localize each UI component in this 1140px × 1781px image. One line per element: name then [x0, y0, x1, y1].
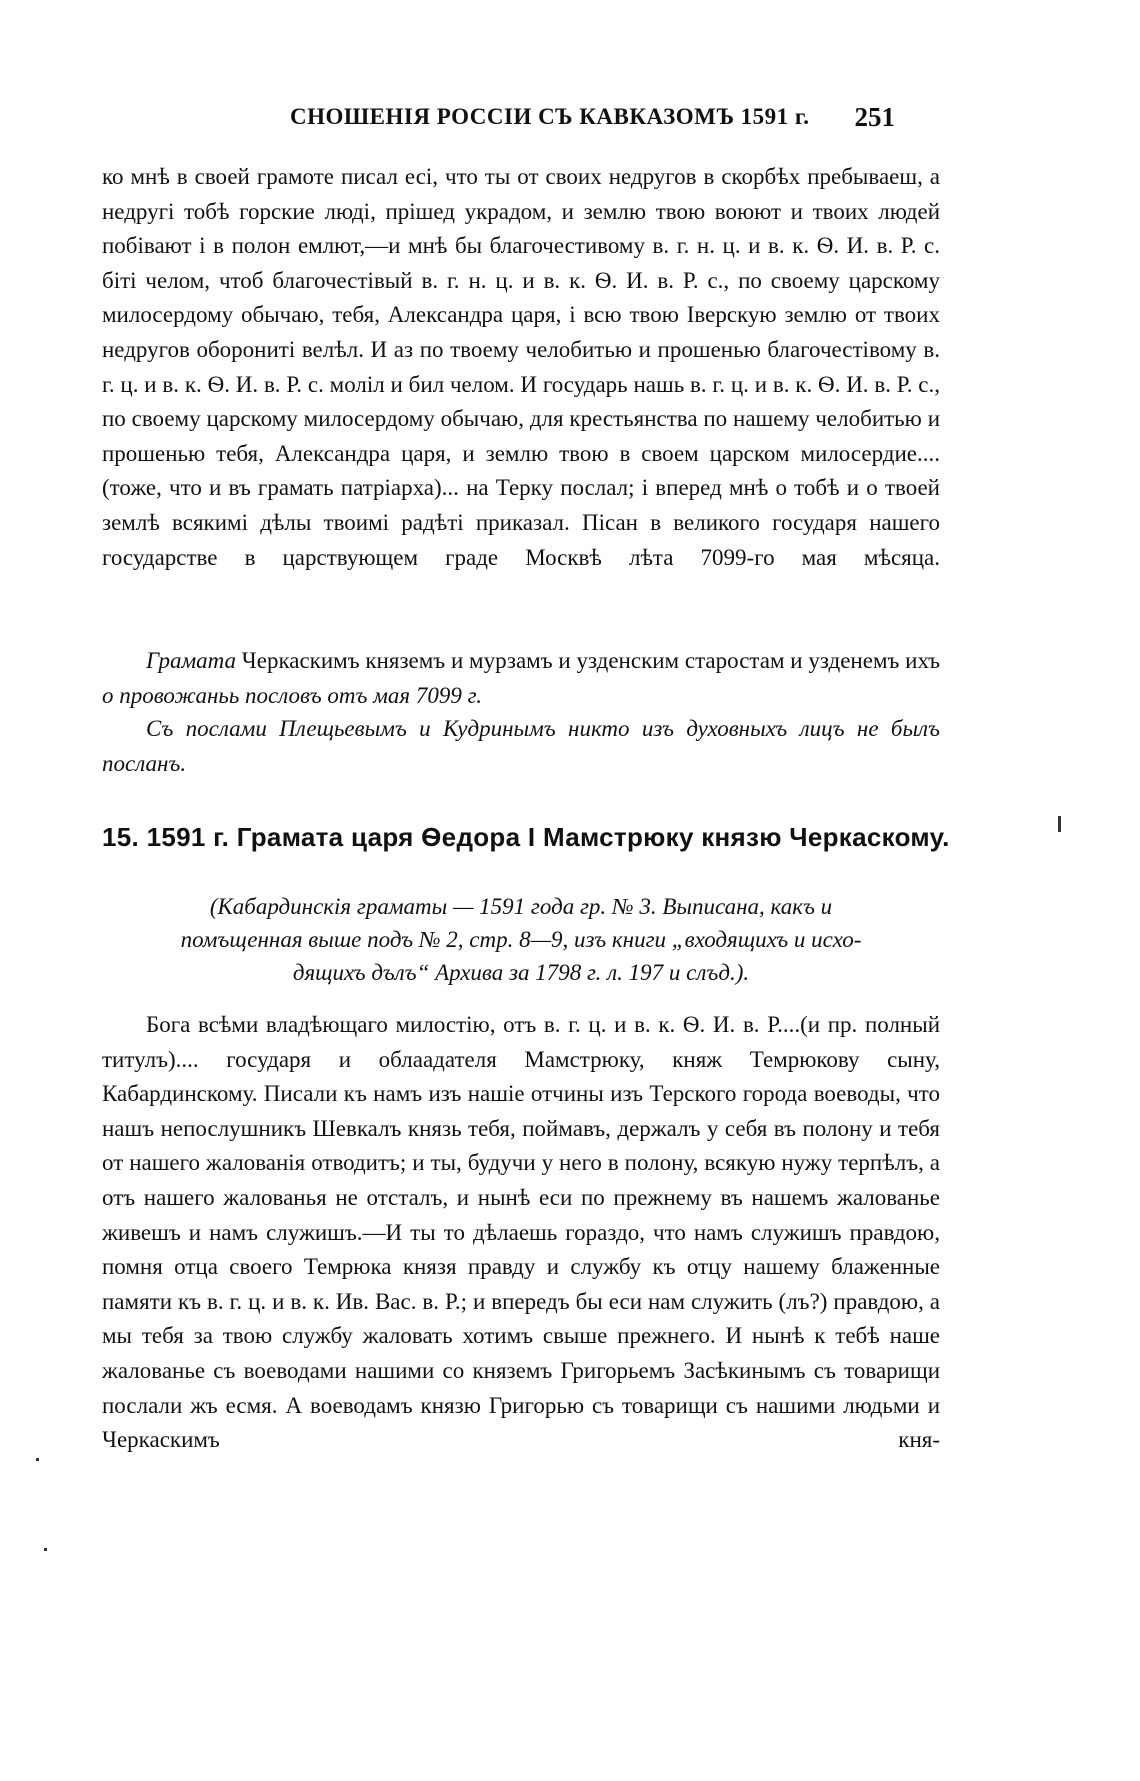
- running-title: СНОШЕНІЯ РОССІИ СЪ КАВКАЗОМЪ 1591 г.: [290, 104, 810, 129]
- editorial-note-1: [102, 644, 940, 713]
- note-1-paragraph: [102, 644, 940, 713]
- source-note-line-1: (Кабардинскія граматы — 1591 года гр. № 3. Выписана, какъ и: [209, 894, 833, 919]
- note-1-plain: Черкаскимъ княземъ и мурзамъ и узденским старостам и узденемъ ихъ: [236, 648, 940, 673]
- note-1-italic-start: Грамата: [146, 648, 237, 673]
- letter-2-text: Бога всѣми владѣющаго милостію, отъ в. г. ц. и в. к. Ѳ. И. в. Р....(и пр. полный титулъ).... государя и облаадателя Мамстрюку, княж Темрюкову сыну, Кабардинскому. Писали къ намъ изъ нашіе отчины изъ Терского города воеводы, что нашъ непослушникъ Шевкалъ князь тебя, поймавъ, держалъ у себя въ полону и тебя от нашего жалованія отводитъ; и ты, будучи у него в полону, всякую нужу терпѣлъ, а отъ нашего жалованья не отсталъ, и нынѣ еси по прежнему въ нашемъ жалованье живешъ и намъ служишъ.—И ты то дѣлаешь гораздо, что намъ служишъ правдою, помня отца своего Темрюка князя правду и службу къ отцу нашему блаженные памяти къ в. г. ц. и в. к. Ив. Вас. в. Р.; и впередъ бы еси нам служить (лъ?) правдою, а мы тебя за твою службу жаловать хотимъ свыше прежнего. И нынѣ к тебѣ наше жалованье съ воеводами нашими со княземъ Григорьемъ Засѣкинымъ съ товарищи послали жъ есмя. А воеводамъ князю Григорью съ товарищи съ нашими людьми и Черкаскимъ кня-: [102, 1012, 940, 1453]
- source-note-line-3: дящихъ дълъ“ Архива за 1798 г. л. 197 и слъд.).: [292, 960, 750, 985]
- note-1-italic-end: о провожаньь пословъ отъ мая 7099 г.: [102, 682, 483, 708]
- letter-continuation: [102, 160, 940, 575]
- scan-speck: [44, 1548, 47, 1551]
- page-header: [290, 102, 895, 138]
- editorial-note-2: [102, 712, 940, 781]
- source-note: [102, 890, 940, 989]
- scan-speck: [36, 1458, 39, 1461]
- letter-text: [102, 1008, 940, 1458]
- letter-1-text: ко мнѣ в своей грамоте писал есі, что ты от своих недругов в скорбѣх пребываеш, а недругі тобѣ горские люді, прішед украдом, и землю твою воюют и твоих людей побівают і в полон емлют,—и мнѣ бы благочестивому в. г. н. ц. и в. к. Ѳ. И. в. Р. с. біті челом, чтоб благочестівый в. г. н. ц. и в. к. Ѳ. И. в. Р. с., по своему царскому милосердому обычаю, тебя, Александра царя, і всю твою Іверскую землю от твоих недругов оборониті велѣл. И аз по твоему челобитью и прошенью благочестівому в. г. ц. и в. к. Ѳ. И. в. Р. с. моліл и бил челом. И государь нашь в. г. ц. и в. к. Ѳ. И. в. Р. с., по своему царскому милосердому обычаю, для крестьянства по нашему челобитью и прошенью тебя, Александра царя, и землю твою в своем царском милосердие.... (тоже, что и въ грамать патріарха)... на Терку послал; і вперед мнѣ о тобѣ и о твоей землѣ всякимі дѣлы твоимі радѣті приказал. Пісан в великого государя нашего государстве в царствующем граде Москвѣ лѣта 7099-го мая мѣсяца.: [102, 164, 940, 570]
- source-note-line-2: помъщенная выше подъ № 2, стр. 8—9, изъ книги „входящихъ и исхо-: [180, 927, 862, 952]
- note-2-paragraph: [102, 712, 940, 781]
- section-heading: 15. 1591 г. Грамата царя Ѳедора I Мамстрюку князю Черкаскому.: [102, 822, 950, 852]
- scan-mark: [1058, 816, 1061, 832]
- note-2-text: Съ послами Плещьевымъ и Кудринымъ никто изъ духовныхъ лицъ не былъ посланъ.: [102, 716, 940, 776]
- page-number: 251: [854, 102, 895, 132]
